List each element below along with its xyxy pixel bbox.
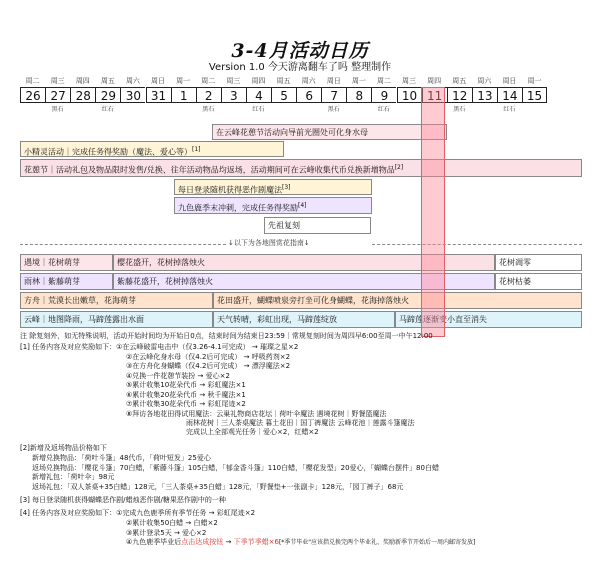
date-cell: 10 (397, 87, 422, 103)
jellyfish-bar (212, 124, 447, 140)
peak-bloom-text: 天气转晴，彩虹出现，马蹄莲绽放 (217, 315, 337, 324)
weekday-label: 周六 (301, 77, 316, 85)
date-cell: 30 (120, 87, 145, 103)
weekday-label: 周一 (527, 77, 542, 85)
date-note: 黑石 (51, 106, 64, 113)
weekday-label: 周三 (50, 77, 65, 85)
season-note: [*季节毕业"应该指兑换完两个毕业礼、奖励新季节开始后一周内邮寄发放] (278, 539, 476, 546)
weekday-label: 周六 (477, 77, 492, 85)
deer-footnote-ref: [4] (298, 202, 307, 209)
peak-row-b (213, 311, 395, 328)
footnote-1-item: 雨林花树｜三人茶桌魔法 暮土花田｜国丁裤魔法 云峰花池｜莲露斗篷魔法 (186, 419, 415, 427)
arrow-text: → (223, 538, 234, 546)
date-cell: 11 (422, 87, 447, 103)
weekday-label: 周日 (151, 77, 166, 85)
date-note: 红石 (101, 106, 114, 113)
weekday-label: 周六 (125, 77, 140, 85)
date-cell: 4 (246, 87, 271, 103)
flower-festival-text: 花憩节｜活动礼包及物品限时发售/兑换、往年活动物品均返场，活动期间可在云峰收集代币兑换新增物品 (24, 165, 395, 175)
footnote-1-item: ⑦累计收集30花朵代币 → 彩虹尾迹×2 (126, 400, 246, 408)
sprite-event-text: 小精灵活动｜完成任务得奖励（魔法、爱心等） (24, 147, 192, 157)
weekday-label: 周二 (25, 77, 40, 85)
weekday-label: 周四 (251, 77, 266, 85)
ark-row-a (20, 292, 213, 309)
forest-sprout-text: 雨林｜紫藤萌芽 (24, 277, 80, 286)
achieve-button-text: 点击达成按钮 (181, 538, 224, 546)
weekday-label: 周四 (75, 77, 90, 85)
daily-prank-bar (174, 179, 372, 195)
peak-rain-text: 云峰｜地图降雨，马蹄莲露出水面 (24, 315, 144, 324)
footnote-1-item: ⑧拜访各地花田得试用魔法：云巢礼物商店花坛｜荷叶伞魔法 遇境花树｜野餐篮魔法 (126, 410, 387, 418)
weekday-label: 周三 (226, 77, 241, 85)
footnote-1-item: ③在方舟化身蝴蝶（仅4.2后可完成） → 漂浮魔法×2 (126, 362, 291, 370)
garden-wither-text: 花树凋零 (499, 258, 531, 267)
page-title: 3-4月活动日历 (231, 40, 369, 62)
date-cell: 14 (497, 87, 522, 103)
weekday-label: 周三 (402, 77, 417, 85)
jellyfish-text: 在云峰花憩节活动向导前光圈处可化身水母 (216, 128, 368, 137)
deer-season-text: 九色鹿季末冲刺，完成任务得奖励 (178, 203, 298, 213)
date-cell: 2 (196, 87, 221, 103)
forest-row-c (495, 273, 582, 290)
garden-row-c (495, 254, 582, 271)
date-note: 红石 (503, 106, 516, 113)
weekday-label: 周四 (427, 77, 442, 85)
sprite-footnote-ref: [1] (192, 146, 201, 153)
ancestor-rerun-bar (264, 217, 371, 234)
sprite-event-bar (20, 141, 284, 157)
date-cell: 12 (447, 87, 472, 103)
footnote-1-item: ②在云峰化身水母（仅4.2后可完成） → 呼吸药剂×2 (126, 353, 291, 361)
forest-bloom-text: 紫藤花盛开，花树掉落烛火 (117, 277, 213, 286)
footnote-1-item: ⑥累计收集20花朵代币 → 秋千魔法×1 (126, 391, 246, 399)
date-cell: 6 (296, 87, 321, 103)
date-cell: 15 (522, 87, 547, 103)
date-cell: 31 (146, 87, 171, 103)
footnote-1-item: ⑤累计收集10花朵代币 → 彩虹魔法×1 (126, 381, 246, 389)
weekday-label: 周五 (276, 77, 291, 85)
footnote-1-title: [1] 任务内容及对应奖励如下：①在云峰破雷电击中（仅3.26-4.1可完成） → 璀璨之星×2 (20, 343, 299, 351)
weekday-label: 周一 (351, 77, 366, 85)
weekday-label: 周二 (201, 77, 216, 85)
flower-festival-bar (20, 159, 582, 177)
date-cell: 3 (221, 87, 246, 103)
ark-row-b (213, 292, 582, 309)
weekday-label: 周五 (452, 77, 467, 85)
date-note: 黑石 (453, 106, 466, 113)
peak-row-c (395, 311, 582, 328)
footnote-4-title: [4] 任务内容及对应奖励如下：①完成九色鹿季所有季节任务 → 彩虹尾迹×2 (20, 509, 256, 517)
weekday-label: 周一 (176, 77, 191, 85)
garden-row-b (113, 254, 495, 271)
peak-fade-text: 马蹄莲逐渐变小直至消失 (399, 315, 487, 324)
date-cell: 1 (171, 87, 196, 103)
daily-prank-text: 每日登录随机获得恶作剧魔法 (178, 185, 282, 195)
date-cell: 26 (20, 87, 45, 103)
date-cell: 9 (371, 87, 396, 103)
ark-sprout-text: 方舟｜荒漠长出嫩草，花海萌芽 (24, 296, 136, 305)
footnote-2-title: [2]新增及返场物品价格如下 (20, 444, 107, 452)
footnote-1-item: ④兑换一件花憩节装扮 → 爱心×2 (126, 372, 230, 380)
divider-left (20, 244, 226, 245)
date-cell: 27 (45, 87, 70, 103)
deer-season-bar (174, 197, 372, 214)
date-cell: 7 (321, 87, 346, 103)
footnote-general: 注 除复刻外，如无特殊说明，活动开始时间均为开始日0点，结束时间为结束日23:59｜常规复刻时间为周四早6:00至周一中午12:00 (20, 332, 433, 340)
date-cell: 13 (472, 87, 497, 103)
date-note: 黑石 (202, 106, 215, 113)
ark-bloom-text: 花田盛开，蝴蝶喷泉旁打坐可化身蝴蝶，花海掉落烛火 (217, 296, 409, 305)
weekday-label: 周二 (376, 77, 391, 85)
footnote-4-item: ②累计收集50白蜡 → 白蜡×2 (126, 519, 218, 527)
ancestor-rerun-text: 先祖复刻 (268, 221, 300, 230)
next-season-reward: 下季节季蜡×6 (233, 538, 279, 546)
forest-wither-text: 花树枯萎 (499, 277, 531, 286)
guide-divider: ↓以下为各地图赏花指南↓ (228, 239, 310, 247)
garden-bloom-text: 樱花盛开，花树掉落烛火 (117, 258, 205, 267)
date-cell: 28 (70, 87, 95, 103)
divider-right (372, 244, 582, 245)
forest-row-a (20, 273, 113, 290)
garden-row-a (20, 254, 113, 271)
footnote-2-item: 返场礼包：「双人茶桌+35白蜡」128元，「三人茶桌+35白蜡」128元，「野餐垫+一张副卡」128元，「园丁裤子」68元 (32, 483, 404, 491)
graduation-text: ④九色鹿季毕业后 (126, 538, 182, 546)
date-note: 红石 (252, 106, 265, 113)
footnote-2-item: 新增兑换物品：「荷叶斗篷」48代币，「荷叶短发」25爱心 (32, 454, 211, 462)
footnote-3: [3] 每日登录随机获得蝴蝶恶作剧/蜡烛恶作剧/糖果恶作剧中的一种 (20, 496, 226, 504)
weekday-label: 周日 (326, 77, 341, 85)
date-note: 黑石 (327, 106, 340, 113)
garden-sprout-text: 遇境｜花树萌芽 (24, 258, 80, 267)
footnote-2-item: 新增礼包：「荷叶伞」98元 (32, 473, 115, 481)
date-cell: 8 (346, 87, 371, 103)
forest-row-b (113, 273, 495, 290)
weekday-label: 周日 (502, 77, 517, 85)
footnote-4-item-last (126, 538, 475, 547)
guide-divider-text: 以下为各地图赏花指南 (233, 239, 304, 247)
page-subtitle: Version 1.0 今天游离翻车了吗 整理制作 (208, 62, 392, 73)
prank-footnote-ref: [3] (282, 184, 291, 191)
footnote-2-item: 返场兑换物品：「樱花斗篷」70白蜡，「紫藤斗篷」105白蜡，「郁金香斗篷」110白蜡，「樱花发型」20爱心，「蝴蝶台摆件」80白蜡 (32, 464, 439, 472)
date-cell: 5 (271, 87, 296, 103)
footnote-1-item: 完成以上全部观光任务｜爱心×2，红蜡×2 (186, 428, 319, 436)
weekday-label: 周五 (100, 77, 115, 85)
peak-row-a (20, 311, 213, 328)
flower-footnote-ref: [2] (394, 164, 404, 171)
footnote-4-item: ③累计登录5天 → 爱心×2 (126, 529, 207, 537)
date-note: 红石 (377, 106, 390, 113)
date-cell: 29 (95, 87, 120, 103)
